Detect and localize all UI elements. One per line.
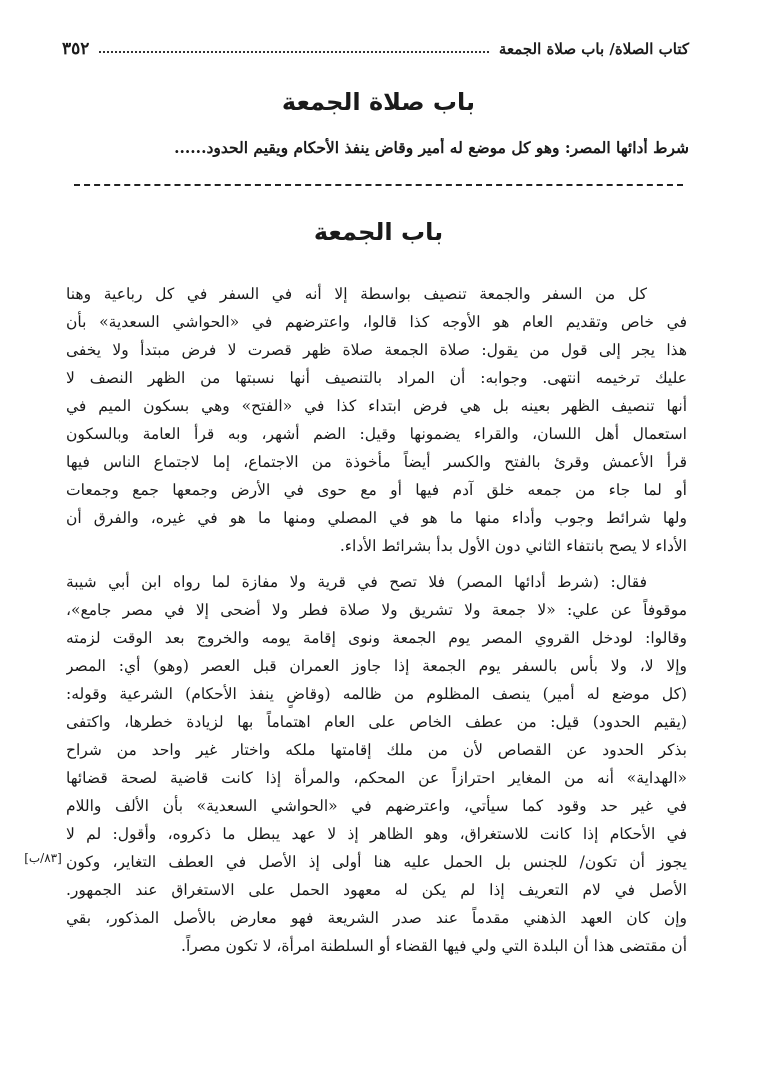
matn-text: شرط أدائها المصر: وهو كل موضع له أمير وقاضٍ ينفذ الأحكام ويقيم الحدود......	[174, 138, 689, 157]
body-line: الأداء لا يصح بانتفاء الثاني دون الأول بدأ بشرائط الأداء.	[339, 537, 687, 555]
manuscript-folio-note: [٨٣/ب]	[24, 851, 62, 865]
commentary-heading: باب الجمعة	[313, 218, 444, 246]
body-line: في غير حد وقود كما سيأتي، واعترضهم في «الحواشي السعدية» بأن الألف واللام	[66, 797, 687, 815]
body-line: (كل موضع له أمير) ينصف المظلوم من ظالمه (وقاضٍ ينفذ الأحكام) الشرعية وقوله:	[66, 685, 687, 703]
chapter-heading: باب صلاة الجمعة	[281, 88, 476, 116]
running-header	[62, 38, 689, 60]
body-line: أن مقتضى هذا أن البلدة التي ولي فيها القضاء أو السلطنة امرأة، لا تكون مصراً.	[181, 937, 687, 955]
body-line: أو لما جاء من جمعه خلق آدم فيها أو مع حوى في الأرض وجمعها جمع وجمعات	[66, 481, 687, 499]
body-line: يجوز أن تكون/ للجنس بل الحمل عليه هنا أولى إذ الأصل في العطف التغاير، وكون	[66, 853, 687, 871]
running-header-title: كتاب الصلاة/ باب صلاة الجمعة	[498, 40, 689, 58]
body-line: فقال: (شرط أدائها المصر) فلا تصح في قرية ولا مفازة لما رواه ابن أبي شيبة	[66, 573, 647, 591]
body-line: (يقيم الحدود) قيل: من عطف الخاص على العام اهتماماً بها لزيادة خطرها، واكتفى	[66, 713, 687, 731]
body-line: موقوفاً عن علي: «لا جمعة ولا تشريق ولا صلاة فطر ولا أضحى إلا في مصر جامع»،	[66, 601, 687, 619]
body-line: وقالوا: لودخل القروي المصر يوم الجمعة ونوى إقامة يومه والخروج بعد الوقت لزمته	[66, 629, 687, 647]
body-line: الأصل في لام التعريف إذا لم يكن له معهود الحمل على الاستغراق عند الجمهور.	[66, 881, 687, 899]
body-line: هذا يجر إلى قول من يقول: صلاة الجمعة صلاة ظهر قصرت لا فرض مبتدأ ولا يخفى	[66, 341, 687, 359]
body-line: في الأحكام إذا كانت للاستغراق، وهو الظاهر إذ لا عهد يبطل ما ذكروه، وأقول: لم لا	[66, 825, 687, 843]
dashed-separator	[74, 184, 683, 186]
header-dotted-rule	[99, 51, 489, 53]
body-line: عليك ترخيمه انتهى. وجوابه: أن المراد بالتنصيف أنها نسبتها من الظهر النصف لا	[66, 369, 687, 387]
body-line: وإلا لا، ولا بأس بالسفر يوم الجمعة إذا جاوز العمران قبل العصر (وهو) أي: المصر	[66, 657, 687, 675]
body-line: «الهداية» أنه من المغاير احترازاً عن المحكم، والمرأة إذا كانت قاضية لصحة قضائها	[66, 769, 687, 787]
body-line: في خاص وتقديم العام هو الأوجه كذا قالوا، واعترضهم في «الحواشي السعدية» بأن	[66, 313, 687, 331]
body-line: استعمال أهل اللسان، والقراء يضمونها وقيل: الضم أشهر، وبه قرأ العامة وبالسكون	[66, 425, 687, 443]
body-line: بذكر الحدود عن القصاص لأن من ملك إقامتها ملكه واختار غير واحد من شراح	[66, 741, 687, 759]
page-number: ٣٥٢	[62, 39, 90, 59]
body-line: قرأ الأعمش وقرئ بالفتح والكسر أيضاً مأخوذة من الاجتماع، إما لاجتماع الناس فيها	[66, 453, 687, 471]
body-line: وإن كان العهد الذهني مقدماً عند صدر الشريعة فهو معارض بالأصل المذكور، بقي	[66, 909, 687, 927]
body-line: كل من السفر والجمعة تنصيف بواسطة إلا أنه في السفر في كل رباعية وهنا	[66, 285, 647, 303]
body-line: ولها شرائط وجوب وأداء منها ما هو في المصلي ومنها ما هو في غيره، والفرق أن	[66, 509, 687, 527]
body-line: أنها تنصيف الظهر بعينه بل هي فرض ابتداء كذا في «الفتح» وهي بسكون الميم في	[66, 397, 687, 415]
